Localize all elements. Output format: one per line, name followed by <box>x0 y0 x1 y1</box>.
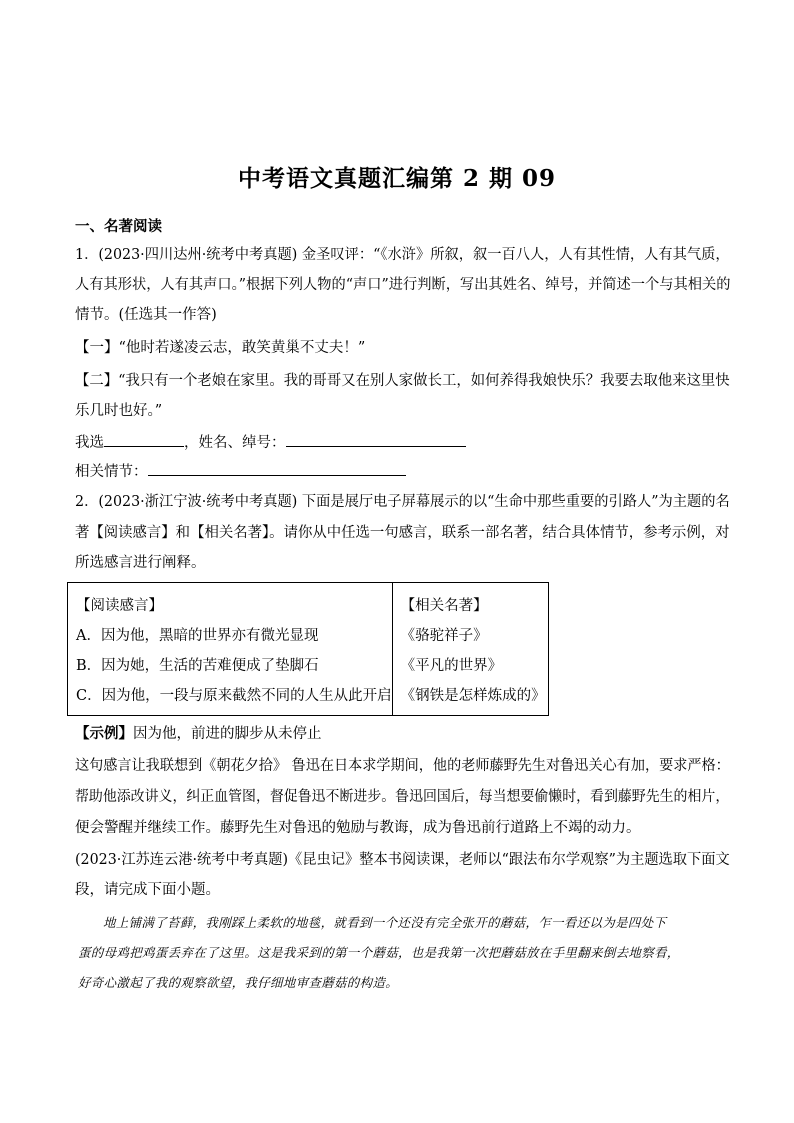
example-row <box>75 724 322 744</box>
fill-plot-label: 相关情节： <box>75 464 148 480</box>
q1-option-2-line: 乐几时也好。” <box>75 403 163 419</box>
q3-line: (2023·江苏连云港·统考中考真题)《昆虫记》整本书阅读课，老师以“跟法布尔学观察”为主题选取下面文 <box>75 852 730 868</box>
book-item: 《平凡的世界》 <box>400 658 503 674</box>
reading-comments-cell <box>68 583 393 716</box>
example-line: 便会警醒并继续工作。藤野先生对鲁迅的勉励与教诲，成为鲁迅前行道路上不竭的动力。 <box>75 820 641 836</box>
fill-name-label: ，姓名、绰号： <box>184 435 286 451</box>
comment-item: C．因为他，一段与原来截然不同的人生从此开启 <box>76 688 392 704</box>
fill-choose-label: 我选 <box>75 435 104 451</box>
q1-option-1: 【一】“他时若遂凌云志，敢笑黄巢不丈夫！” <box>75 340 366 356</box>
passage-line: 好奇心激起了我的观察欲望，我仔细地审查蘑菇的构造。 <box>78 975 399 990</box>
section-heading: 一、名著阅读 <box>75 218 162 235</box>
table-header-books: 【相关名著】 <box>400 598 488 614</box>
q2-line: 所选感言进行阐释。 <box>75 555 206 571</box>
book-item: 《骆驼祥子》 <box>400 628 488 644</box>
q1-plot-row <box>75 461 406 482</box>
q2-line: 2．(2023·浙江宁波·统考中考真题) 下面是展厅电子屏幕展示的以“生命中那些重要的引路人”为主题的名 <box>75 494 730 510</box>
comment-item: A．因为他，黑暗的世界亦有微光显现 <box>76 628 319 644</box>
example-line: 这句感言让我联想到《朝花夕拾》 鲁迅在日本求学期间，他的老师藤野先生对鲁迅关心有加，要求严格： <box>75 758 730 774</box>
comment-item: B．因为她，生活的苦难便成了垫脚石 <box>76 658 319 674</box>
book-item: 《钢铁是怎样炼成的》 <box>400 688 546 704</box>
example-text: 因为他，前进的脚步从未停止 <box>133 726 322 742</box>
example-label: 【示例】 <box>75 725 133 742</box>
options-table <box>67 582 549 716</box>
choose-answer-blank[interactable] <box>104 432 184 447</box>
q1-line: 1．(2023·四川达州·统考中考真题) 金圣叹评：“《水浒》所叙，叙一百八人，人有其性情，人有其气质， <box>75 247 730 263</box>
example-line: 帮助他添改讲义，纠正血管图，督促鲁迅不断进步。鲁迅回国后，每当想要偷懒时，看到藤野先生的相片， <box>75 789 730 805</box>
q1-line: 情节。(任选其一作答) <box>75 307 217 323</box>
q1-fill-row <box>75 432 466 453</box>
name-answer-blank[interactable] <box>286 432 466 447</box>
page-title: 中考语文真题汇编第 2 期 09 <box>237 165 557 192</box>
q2-line: 著【阅读感言】和【相关名著】。请你从中任选一句感言，联系一部名著，结合具体情节，参考示例，对 <box>75 525 730 541</box>
plot-answer-blank[interactable] <box>148 461 406 476</box>
q1-option-2-line: 【二】“我只有一个老娘在家里。我的哥哥又在别人家做长工，如何养得我娘快乐？我要去取他来这里快 <box>75 373 730 389</box>
passage-line: 地上铺满了苔藓，我刚踩上柔软的地毯，就看到一个还没有完全张开的蘑菇，乍一看还以为是四处下 <box>103 915 667 930</box>
q1-line: 人有其形状，人有其声口。”根据下列人物的“声口”进行判断，写出其姓名、绰号，并简述一个与其相关的 <box>75 277 731 293</box>
q3-line: 段，请完成下面小题。 <box>75 882 220 898</box>
table-header-comments: 【阅读感言】 <box>76 598 163 614</box>
passage-line: 蛋的母鸡把鸡蛋丢弃在了这里。这是我采到的第一个蘑菇，也是我第一次把蘑菇放在手里翻来倒去地察看， <box>78 945 680 960</box>
related-books-cell <box>392 583 548 716</box>
